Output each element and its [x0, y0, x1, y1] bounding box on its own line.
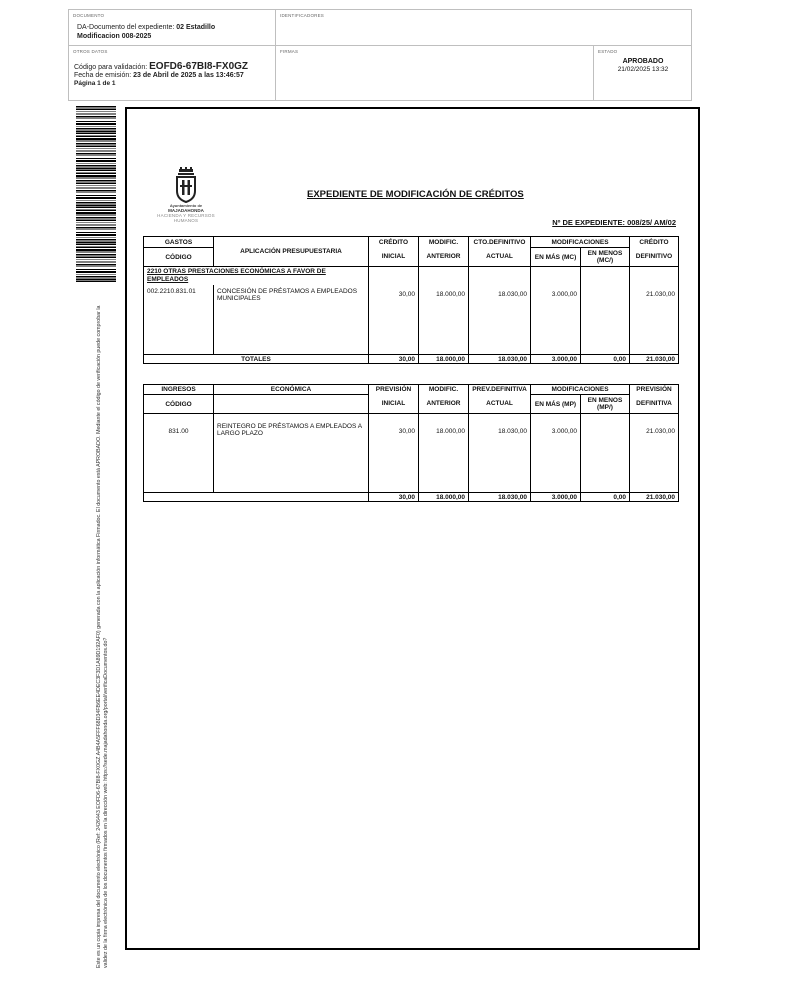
row-aplicacion: CONCESIÓN DE PRÉSTAMOS A EMPLEADOS MUNICIPALES — [214, 285, 369, 355]
prev-definitiva-header: PREV.DEFINITIVA — [469, 385, 531, 395]
identificadores-cell — [276, 10, 692, 46]
total-en-menos: 0,00 — [581, 493, 630, 502]
logo-text-line1: Ayuntamiento de — [169, 203, 203, 208]
total-en-menos: 0,00 — [581, 355, 630, 364]
estado-label: ESTADO — [598, 49, 618, 54]
cto-definitivo-header: CTO.DEFINITIVO — [469, 237, 531, 248]
gastos-header: GASTOS — [144, 237, 214, 248]
emission-date: 23 de Abril de 2025 a las 13:46:57 — [133, 72, 244, 79]
validation-code[interactable]: EOFD6-67BI8-FX0GZ — [149, 61, 249, 72]
en-menos-header: EN MENOS (MP/) — [581, 395, 630, 414]
total-en-mas: 3.000,00 — [531, 493, 581, 502]
emission-date-prefix: Fecha de emisión: — [74, 72, 132, 79]
gastos-chapter-row — [144, 267, 679, 285]
table-row — [144, 285, 679, 355]
row-inicial: 30,00 — [369, 285, 419, 355]
row-codigo: 831.00 — [144, 414, 214, 493]
documento-label: DOCUMENTO — [73, 13, 105, 18]
definitiva-header: DEFINITIVA — [630, 395, 679, 414]
codigo-header: CÓDIGO — [144, 248, 214, 267]
verification-side-text: Este es un copia impresa del documento electrónico (Ref: 2426443 EOFD6-67BI8-FX0GZ A4B4A5FFF68D34FB6EE4DEC3F3D1A89D192AF0) generada con la aplicación informática Firmadoc. El documento está APROBADO. Mediante el código de verificación puede comprobar la validez de la firma electrónica de los documentos firmados en la dirección web: https://sede.majadahonda.org/portal/verificaDocumentos.do? — [96, 305, 109, 968]
estado-cell — [594, 46, 692, 101]
totals-label-blank — [144, 493, 369, 502]
modific-header: MODIFIC. — [419, 385, 469, 395]
documento-name-part1: 02 Estadillo — [176, 24, 216, 31]
total-actual: 18.030,00 — [469, 493, 531, 502]
documento-cell — [69, 10, 276, 46]
economica-blank-header — [214, 395, 369, 414]
economica-header: ECONÓMICA — [214, 385, 369, 395]
emission-date-line — [74, 72, 244, 79]
document-metadata-header — [68, 9, 692, 101]
row-definitivo: 21.030,00 — [630, 285, 679, 355]
actual-header: ACTUAL — [469, 395, 531, 414]
total-anterior: 18.000,00 — [419, 355, 469, 364]
totals-label: TOTALES — [144, 355, 369, 364]
ingresos-table — [143, 384, 679, 502]
total-definitiva: 21.030,00 — [630, 493, 679, 502]
totals-row — [144, 493, 679, 502]
totals-row — [144, 355, 679, 364]
documento-prefix: DA-Documento del expediente: — [77, 24, 175, 31]
otros-datos-cell — [69, 46, 276, 101]
row-anterior: 18.000,00 — [419, 285, 469, 355]
credito-definitivo-header: CRÉDITO — [630, 237, 679, 248]
modific-header: MODIFIC. — [419, 237, 469, 248]
prevision-header: PREVISIÓN — [369, 385, 419, 395]
document-title: EXPEDIENTE DE MODIFICACIÓN DE CRÉDITOS — [307, 189, 524, 200]
row-actual: 18.030,00 — [469, 414, 531, 493]
gastos-header-row-1 — [144, 237, 679, 248]
coat-of-arms-icon — [173, 167, 199, 203]
row-definitiva: 21.030,00 — [630, 414, 679, 493]
row-en-menos — [581, 414, 630, 493]
modificaciones-header: MODIFICACIONES — [531, 385, 630, 395]
logo-text-line3: HACIENDA Y RECURSOS — [157, 213, 215, 218]
en-menos-header: EN MENOS (MC/) — [581, 248, 630, 267]
otros-datos-label: OTROS DATOS — [73, 49, 108, 54]
row-anterior: 18.000,00 — [419, 414, 469, 493]
row-codigo: 002.2210.831.01 — [144, 285, 214, 355]
anterior-header: ANTERIOR — [419, 248, 469, 267]
en-mas-header: EN MÁS (MP) — [531, 395, 581, 414]
logo-text-line2: MAJADAHONDA — [168, 208, 204, 213]
anterior-header: ANTERIOR — [419, 395, 469, 414]
barcode-image — [76, 106, 116, 283]
en-mas-header: EN MÁS (MC) — [531, 248, 581, 267]
municipality-logo — [151, 167, 221, 232]
firmas-cell — [276, 46, 594, 101]
row-actual: 18.030,00 — [469, 285, 531, 355]
inicial-header: INICIAL — [369, 395, 419, 414]
identificadores-label: IDENTIFICADORES — [280, 13, 325, 18]
ingresos-header: INGRESOS — [144, 385, 214, 395]
total-en-mas: 3.000,00 — [531, 355, 581, 364]
total-definitivo: 21.030,00 — [630, 355, 679, 364]
aplicacion-header: APLICACIÓN PRESUPUESTARIA — [214, 237, 369, 267]
chapter-cell — [144, 267, 369, 285]
ingresos-header-row-1 — [144, 385, 679, 395]
row-inicial: 30,00 — [369, 414, 419, 493]
validation-code-prefix: Código para validación: — [74, 64, 148, 71]
definitivo-header: DEFINITIVO — [630, 248, 679, 267]
credito-header: CRÉDITO — [369, 237, 419, 248]
row-en-menos — [581, 285, 630, 355]
documento-description — [77, 23, 215, 41]
document-page — [125, 107, 700, 950]
total-actual: 18.030,00 — [469, 355, 531, 364]
firmas-label: FIRMAS — [280, 49, 299, 54]
prevision-definitiva-header: PREVISIÓN — [630, 385, 679, 395]
row-en-mas: 3.000,00 — [531, 414, 581, 493]
total-inicial: 30,00 — [369, 355, 419, 364]
logo-text-line4: HUMANOS — [173, 218, 199, 223]
row-en-mas: 3.000,00 — [531, 285, 581, 355]
validation-code-line — [74, 61, 248, 72]
status-date: 21/02/2025 13:32 — [617, 66, 669, 73]
row-economica: REINTEGRO DE PRÉSTAMOS A EMPLEADOS A LARGO PLAZO — [214, 414, 369, 493]
codigo-header: CÓDIGO — [144, 395, 214, 414]
total-inicial: 30,00 — [369, 493, 419, 502]
actual-header: ACTUAL — [469, 248, 531, 267]
documento-name-part2: Modificacion 008-2025 — [77, 33, 152, 40]
modificaciones-header: MODIFICACIONES — [531, 237, 630, 248]
page-counter: Página 1 de 1 — [74, 80, 116, 87]
table-row — [144, 414, 679, 493]
status-badge: APROBADO — [622, 58, 664, 65]
gastos-table — [143, 236, 679, 364]
ingresos-header-row-2 — [144, 395, 679, 414]
inicial-header: INICIAL — [369, 248, 419, 267]
total-anterior: 18.000,00 — [419, 493, 469, 502]
expediente-number: Nº DE EXPEDIENTE: 008/25/ AM/02 — [552, 218, 676, 227]
chapter-label: 2210 OTRAS PRESTACIONES ECONÓMICAS A FAVOR DE EMPLEADOS — [147, 268, 326, 284]
